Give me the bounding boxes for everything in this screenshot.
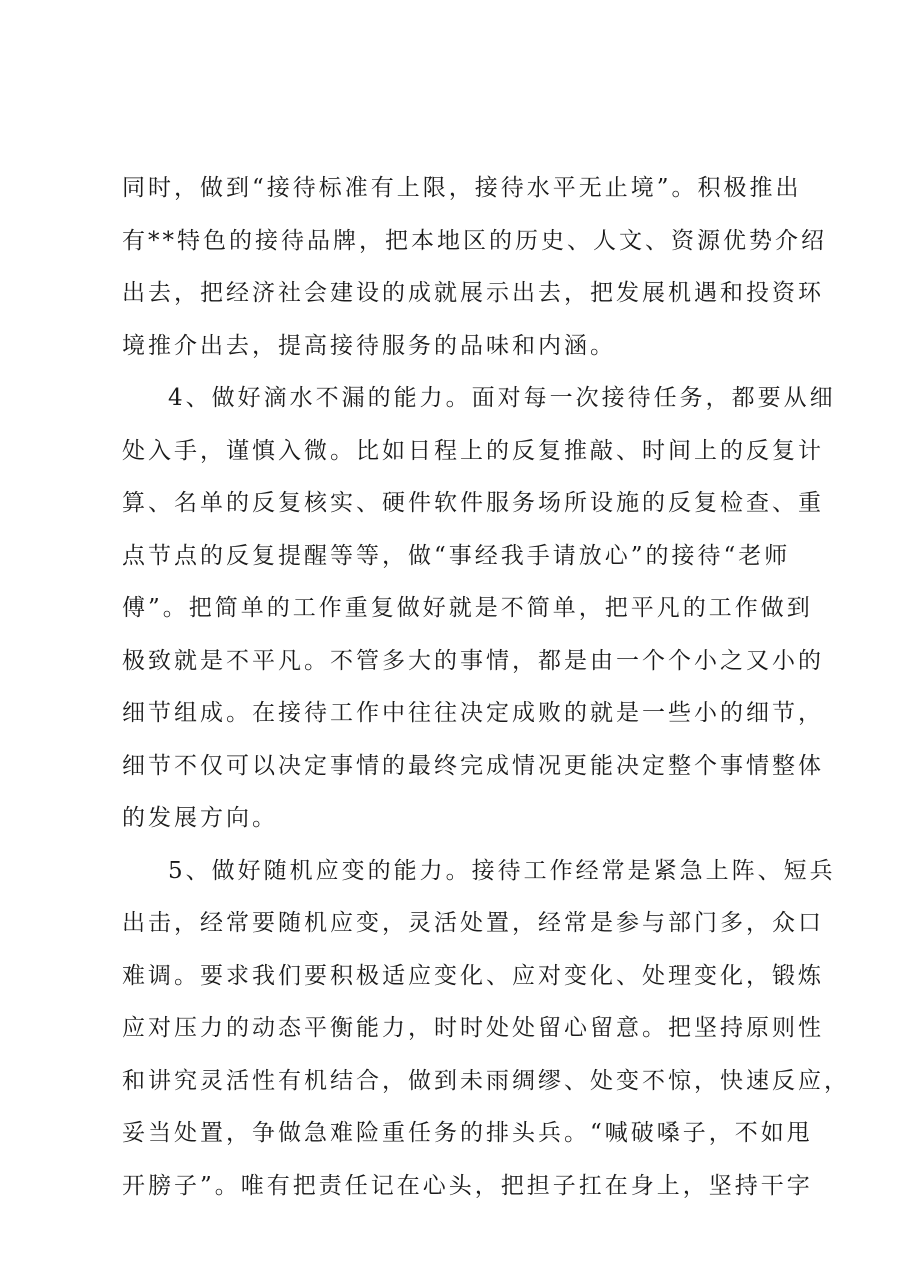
body-text xyxy=(122,162,850,1212)
text-line: 应对压力的动态平衡能力，时时处处留心留意。把坚持原则性 xyxy=(122,1015,824,1041)
text-line: 细节不仅可以决定事情的最终完成情况更能决定整个事情整体 xyxy=(122,752,824,779)
text-line: 同时，做到“接待标准有上限，接待水平无止境”。积极推出 xyxy=(122,175,802,201)
paragraph-heading-line: 4、做好滴水不漏的能力。面对每一次接待任务，都要从细 xyxy=(168,385,836,411)
text-line: 的发展方向。 xyxy=(122,805,278,831)
text-line: 细节组成。在接待工作中往往决定成败的就是一些小的细节， xyxy=(122,700,824,726)
text-line: 妥当处置，争做急难险重任务的排头兵。“喊破嗓子，不如甩 xyxy=(122,1120,813,1146)
text-line: 和讲究灵活性有机结合，做到未雨绸缪、处变不惊，快速反应， xyxy=(122,1067,850,1094)
paragraph-heading-line: 5、做好随机应变的能力。接待工作经常是紧急上阵、短兵 xyxy=(168,857,836,884)
text-line: 出击，经常要随机应变，灵活处置，经常是参与部门多，众口 xyxy=(122,910,824,936)
text-line: 极致就是不平凡。不管多大的事情，都是由一个个小之又小的 xyxy=(122,647,824,674)
text-line: 开膀子”。唯有把责任记在心头，把担子扛在身上，坚持干字 xyxy=(122,1172,813,1199)
text-line: 算、名单的反复核实、硬件软件服务场所设施的反复检查、重 xyxy=(122,490,824,516)
text-line: 出去，把经济社会建设的成就展示出去，把发展机遇和投资环 xyxy=(122,280,824,306)
text-line: 难调。要求我们要积极适应变化、应对变化、处理变化，锻炼 xyxy=(122,962,824,989)
text-line: 境推介出去，提高接待服务的品味和内涵。 xyxy=(122,332,616,359)
text-line: 有**特色的接待品牌，把本地区的历史、人文、资源优势介绍 xyxy=(122,227,827,254)
text-line: 点节点的反复提醒等等，做“事经我手请放心”的接待“老师 xyxy=(122,542,791,569)
text-line: 处入手，谨慎入微。比如日程上的反复推敲、时间上的反复计 xyxy=(122,437,824,464)
text-line: 傅”。把简单的工作重复做好就是不简单，把平凡的工作做到 xyxy=(122,595,813,621)
